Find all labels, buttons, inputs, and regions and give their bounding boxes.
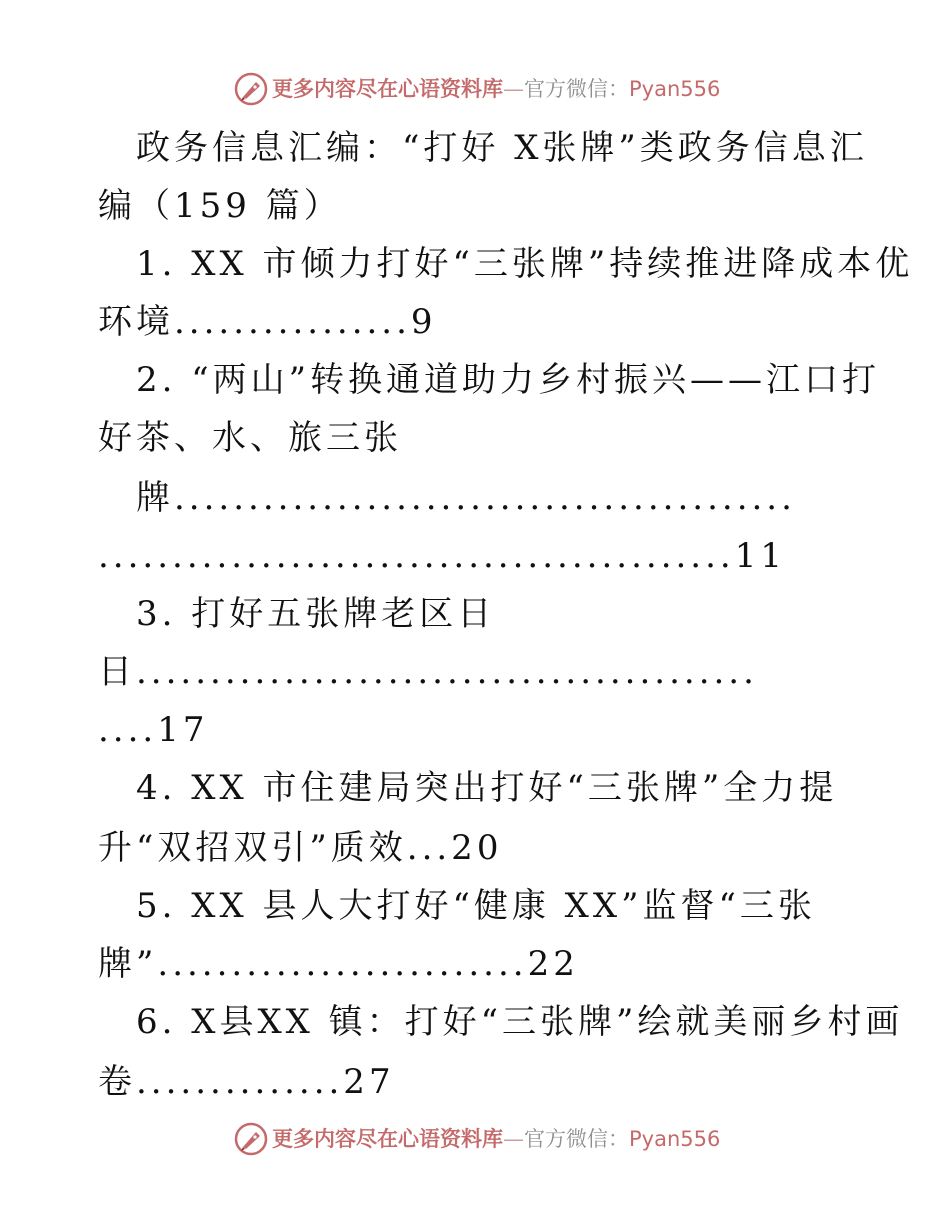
toc-entry-text: 3. 打好五张牌老区日 [136,594,496,634]
watermark-separator: — [503,77,524,101]
toc-entry-text: 4. XX 市住建局突出打好“三张牌”全力提 [136,768,838,808]
watermark-wechat-label: 官方微信： [524,1127,629,1151]
toc-entry-text: 好茶、水、旅三张 [98,418,402,458]
toc-entry-text: 升“双招双引”质效...20 [98,828,503,868]
toc-entry-text: 环境................9 [98,302,437,342]
watermark-wechat-id: Pyan556 [629,1127,721,1151]
toc-entry-text: 1. XX 市倾力打好“三张牌”持续推进降成本优 [136,244,914,284]
fountain-pen-logo-icon [234,72,268,106]
watermark-separator: — [503,1127,524,1151]
toc-entry-text: 5. XX 县人大打好“健康 XX”监督“三张 [136,886,816,926]
watermark-main-text: 更多内容尽在心语资料库 [272,1127,503,1151]
toc-entry-text: 牌.......................................... [136,478,796,518]
watermark-banner-top [0,70,950,110]
toc-entry-text: 牌”.........................22 [98,944,579,984]
watermark-wechat-id: Pyan556 [629,77,721,101]
fountain-pen-logo-icon [234,1122,268,1156]
toc-entry-text: 日.......................................... [98,652,758,692]
toc-entry-text: 6. X县XX 镇：打好“三张牌”绘就美丽乡村画 [136,1002,904,1042]
watermark-banner-bottom [0,1120,950,1160]
toc-entry-text: 2. “两山”转换通道助力乡村振兴——江口打 [136,360,881,400]
watermark-text [272,74,720,104]
toc-entry-text: 卷..............27 [98,1062,395,1102]
watermark-wechat-label: 官方微信： [524,77,629,101]
watermark-main-text: 更多内容尽在心语资料库 [272,77,503,101]
watermark-text [272,1124,720,1154]
page-title: 政务信息汇编：“打好 X张牌”类政务信息汇 [136,128,868,168]
toc-entry-text: ....17 [98,710,209,750]
page-title-continued: 编（159 篇） [98,186,342,226]
toc-entry-text: ...........................................11 [98,536,786,576]
